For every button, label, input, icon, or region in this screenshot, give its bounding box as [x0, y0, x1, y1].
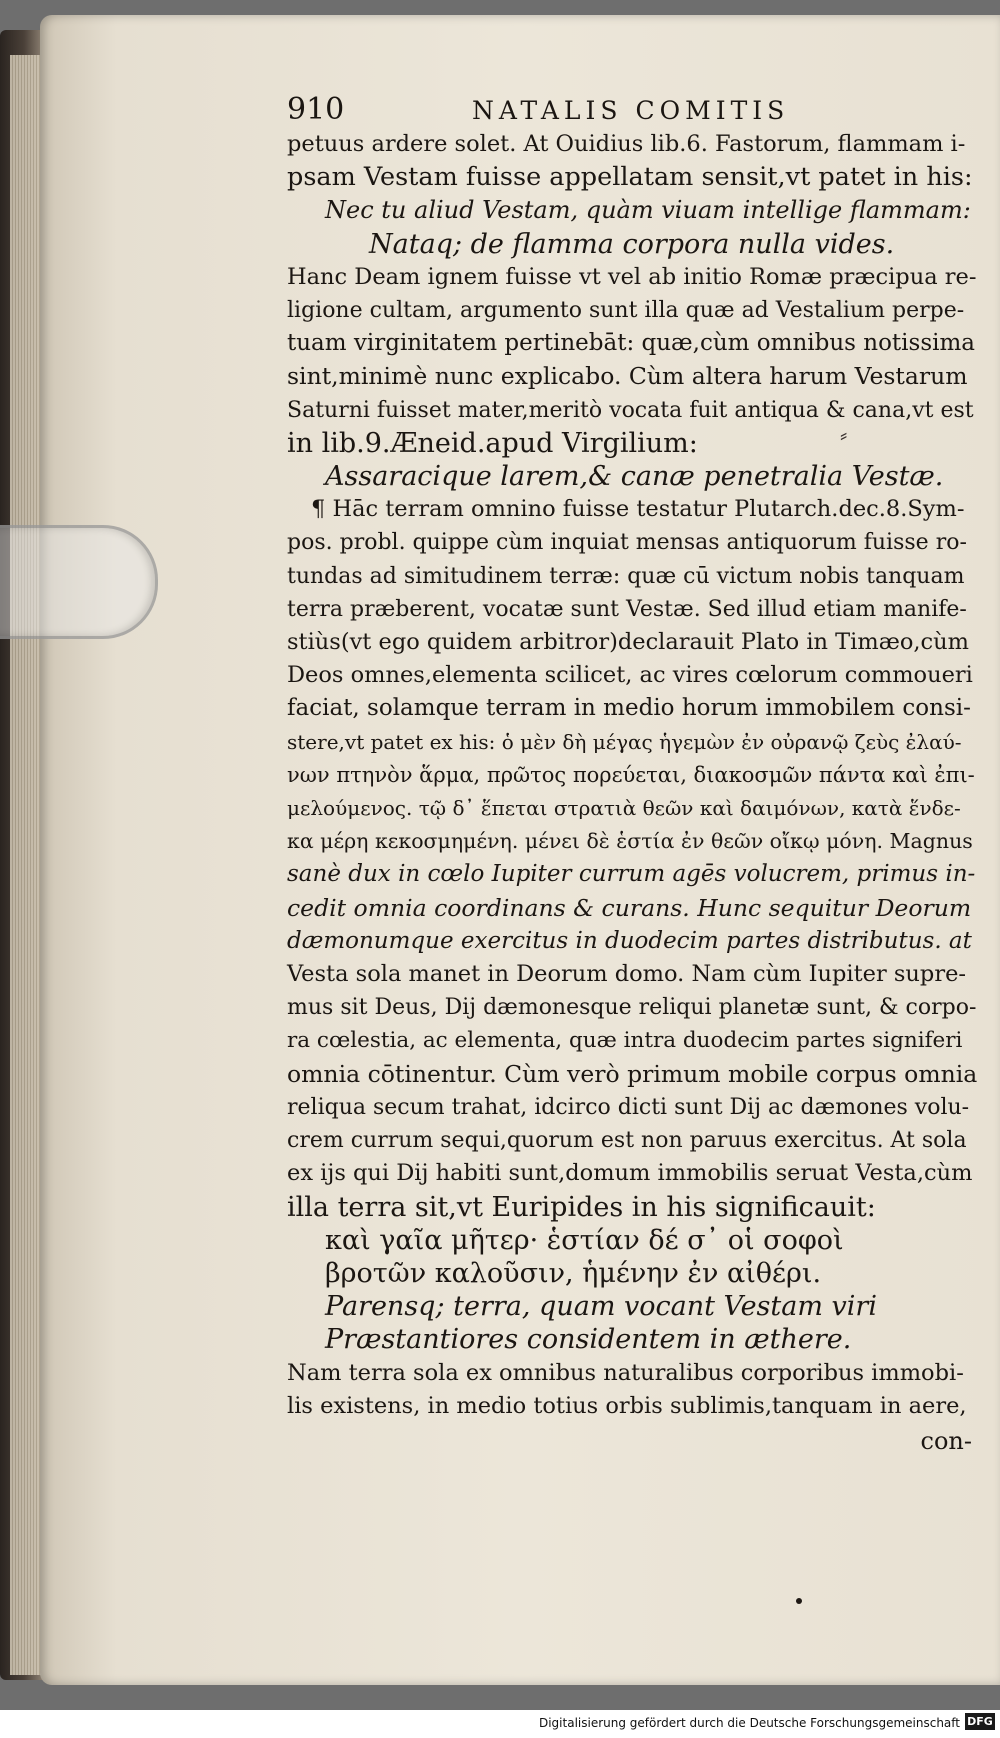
footer-credit: Digitalisierung gefördert durch die Deutsche Forschungsgemeinschaft	[538, 1716, 960, 1730]
text-line: ¶ Hāc terram omnino fuisse testatur Plutarch.dec.8.Sym-	[311, 496, 965, 523]
text-line: psam Vestam fuisse appellatam sensit,vt patet in his:	[287, 162, 973, 193]
text-line: ex ijs qui Dij habiti sunt,domum immobilis seruat Vesta,cùm	[287, 1160, 973, 1187]
text-line: mus sit Deus, Dij dæmonesque reliqui planetæ sunt, & corpo-	[287, 995, 977, 1021]
text-line: lis existens, in medio totius orbis sublimis,tanquam in aere,	[287, 1392, 967, 1419]
dfg-logo: DFG	[965, 1713, 995, 1730]
page-number: 910	[287, 92, 345, 127]
text-line: ra cœlestia, ac elementa, quæ intra duodecim partes signiferi	[287, 1028, 963, 1054]
text-line: crem currum sequi,quorum est non paruus exercitus. At sola	[287, 1128, 967, 1154]
text-line: Nec tu aliud Vestam, quàm viuam intellige flammam:	[325, 196, 971, 225]
text-line: faciat, solamque terram in medio horum immobilem consi-	[287, 695, 971, 722]
page-header	[287, 88, 972, 128]
margin-mark: ⸗	[840, 423, 848, 448]
text-line: Saturni fuisset mater,meritò vocata fuit antiqua & cana,vt est	[287, 397, 974, 423]
text-line: Præstantiores considentem in æthere.	[325, 1324, 852, 1356]
catchword: con-	[920, 1426, 972, 1455]
text-line: κα μέρη κεκοσμημένη. μένει δὲ ἑστία ἐν θεῶν οἴκῳ μόνη. Magnus	[287, 829, 973, 854]
text-line: Nataq; de flamma corpora nulla vides.	[369, 228, 895, 260]
text-line: Parensq; terra, quam vocant Vestam viri	[325, 1291, 877, 1323]
text-line: stiùs(vt ego quidem arbitror)declarauit Plato in Timæo,cùm	[287, 629, 969, 656]
text-line: βροτῶν καλοῦσιν, ἡμένην ἐν αἰθέρι.	[325, 1257, 822, 1289]
text-line: νων πτηνὸν ἅρμα, πρῶτος πορεύεται, διακοσμῶν πάντα καὶ ἐπι-	[287, 762, 975, 787]
text-line: tuam virginitatem pertinebāt: quæ,cùm omnibus notissima	[287, 330, 976, 357]
text-line: Hanc Deam ignem fuisse vt vel ab initio Romæ præcipua re-	[287, 263, 977, 290]
ink-spot	[796, 1598, 802, 1604]
text-line: dæmonumque exercitus in duodecim partes distributus. at	[287, 927, 972, 954]
text-line: illa terra sit,vt Euripides in his significauit:	[287, 1191, 876, 1223]
text-line: sint,minimè nunc explicabo. Cùm altera harum Vestarum	[287, 362, 968, 391]
text-line: καὶ γαῖα μῆτερ· ἑστίαν δέ σ᾽ οἱ σοφοὶ	[325, 1224, 844, 1256]
text-line: pos. probl. quippe cùm inquiat mensas antiquorum fuisse ro-	[287, 530, 967, 556]
text-line: omnia cōtinentur. Cùm verò primum mobile corpus omnia	[287, 1059, 978, 1088]
text-line: tundas ad simitudinem terræ: quæ cū victum nobis tanquam	[287, 563, 965, 589]
text-line: cedit omnia coordinans & curans. Hunc sequitur Deorum	[287, 893, 972, 922]
text-block	[287, 88, 978, 1455]
text-line: Deos omnes,elementa scilicet, ac vires cœlorum commoueri	[287, 662, 973, 689]
text-line: ligione cultam, argumento sunt illa quæ ad Vestalium perpe-	[287, 298, 965, 324]
page-clip	[0, 525, 158, 639]
text-line: Nam terra sola ex omnibus naturalibus corporibus immobi-	[287, 1359, 964, 1386]
text-line: terra præberent, vocatæ sunt Vestæ. Sed illud etiam manife-	[287, 596, 967, 622]
text-line: stere,vt patet ex his: ὁ μὲν δὴ μέγας ἡγεμὼν ἐν οὐρανῷ ζεὺς ἐλαύ-	[287, 729, 962, 754]
text-line: Vesta sola manet in Deorum domo. Nam cùm Iupiter supre-	[287, 961, 966, 988]
text-line: μελούμενος. τῷ δ᾽ ἕπεται στρατιὰ θεῶν καὶ δαιμόνων, κατὰ ἕνδε-	[287, 796, 961, 821]
text-line: in lib.9.Æneid.apud Virgilium:	[287, 427, 698, 459]
text-lines	[287, 128, 978, 1423]
text-line: Assaracique larem,& canæ penetralia Vestæ.	[325, 461, 944, 493]
running-head: NATALIS COMITIS	[472, 96, 790, 125]
text-line: petuus ardere solet. At Ouidius lib.6. Fastorum, flammam i-	[287, 131, 966, 157]
text-line: sanè dux in cœlo Iupiter currum agēs volucrem, primus in-	[287, 861, 976, 888]
text-line: reliqua secum trahat, idcirco dicti sunt Dij ac dæmones volu-	[287, 1094, 970, 1120]
